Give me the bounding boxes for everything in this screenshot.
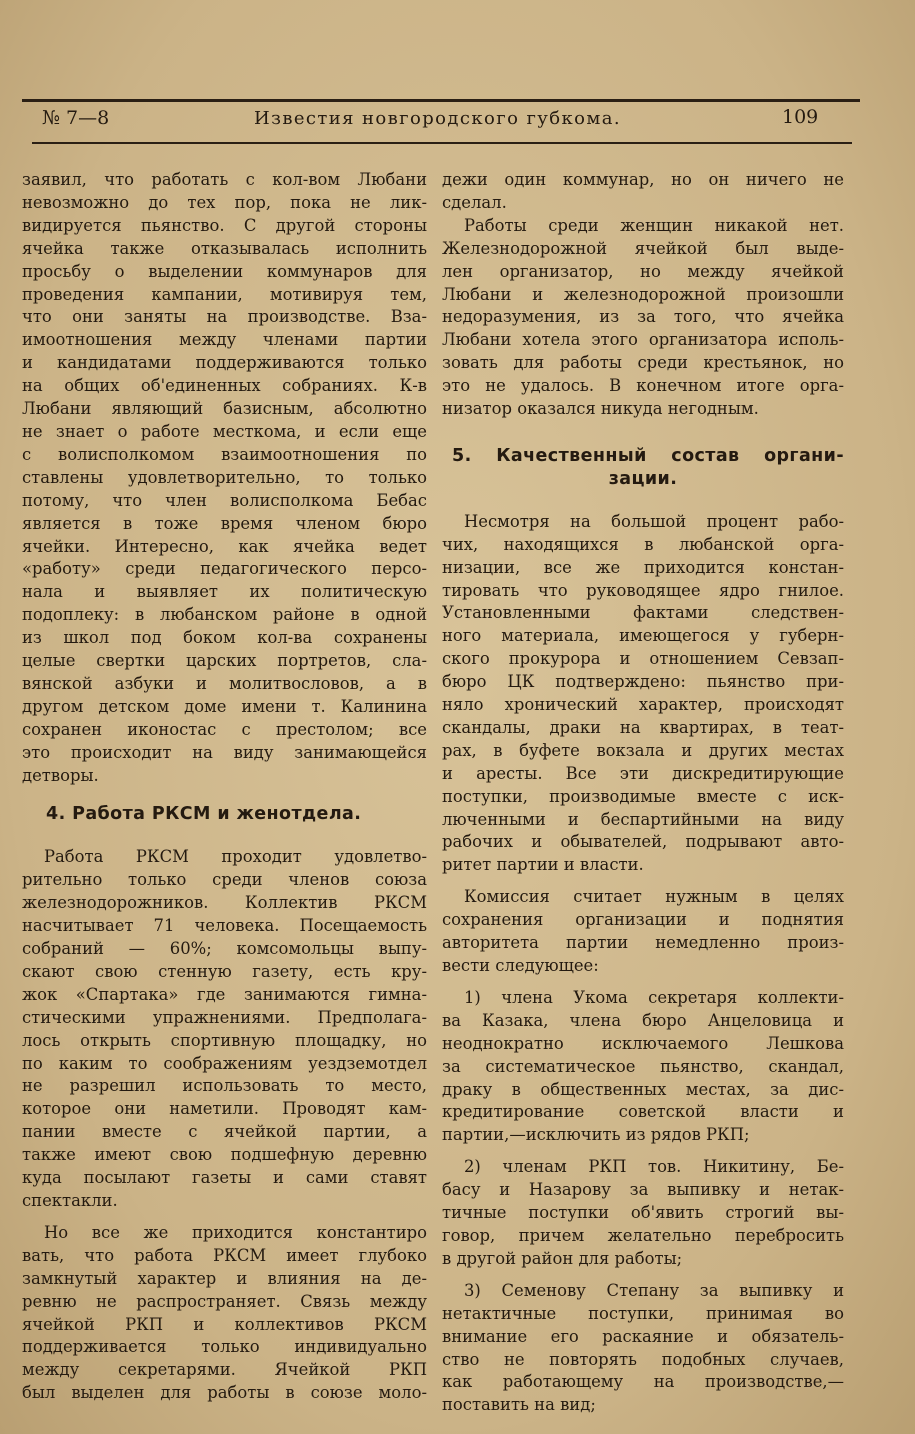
- text-line: ячейки. Интересно, как ячейка ведет: [22, 536, 427, 556]
- text-line: рах, в буфете вокзала и других местах: [442, 740, 844, 760]
- text-line: рабочих и обывателей, подрывают авто-: [442, 832, 844, 852]
- text-line: видируется пьянство. С другой стороны: [22, 215, 427, 235]
- text-line: вести следующее:: [442, 956, 599, 975]
- section-5-heading-line-2: зации.: [608, 468, 678, 489]
- text-line: рительно только среди членов союза: [22, 870, 427, 890]
- text-line: ячейкой РКП и коллективов РКСМ: [22, 1314, 427, 1334]
- text-line: не разрешил использовать то место,: [22, 1076, 427, 1096]
- text-line: неоднократно исключаемого Лешкова: [442, 1033, 844, 1053]
- text-line: имоотношения между членами партии: [22, 330, 427, 350]
- text-line: пании вместе с ячейкой партии, а: [22, 1122, 427, 1142]
- text-line: Установленными фактами следствен-: [442, 603, 844, 623]
- text-line: за систематическое пьянство, скандал,: [442, 1056, 844, 1076]
- text-line: и кандидатами поддерживаются только: [22, 353, 427, 373]
- text-line: Железнодорожной ячейкой был выде-: [442, 238, 844, 258]
- text-line: сделал.: [442, 192, 507, 212]
- text-line: железнодорожников. Коллектив РКСМ: [22, 893, 427, 913]
- text-line: лен организатор, но между ячейкой: [442, 261, 844, 281]
- section-4-heading: 4. Работа РКСМ и женотдела.: [46, 804, 362, 825]
- text-line: между секретарями. Ячейкой РКП: [22, 1360, 427, 1380]
- text-line: няло хронический характер, происходят: [442, 695, 844, 715]
- text-line: что они заняты на производстве. Вза-: [22, 307, 427, 327]
- text-line: детворы.: [22, 765, 99, 785]
- text-line: с волисполкомом взаимоотношения по: [22, 444, 427, 464]
- text-line: Любани хотела этого организатора исполь-: [442, 330, 844, 350]
- text-line: Работа РКСМ проходит удовлетво-: [44, 847, 427, 867]
- right-paragraph-1: [442, 169, 844, 215]
- text-line: целые свертки царских портретов, сла-: [22, 651, 427, 671]
- right-paragraph-4: [442, 886, 844, 978]
- text-line: авторитета партии немедленно произ-: [442, 933, 844, 953]
- text-line: «работу» среди педагогического персо-: [22, 559, 427, 579]
- text-line: лось открыть спортивную площадку, но: [22, 1030, 427, 1050]
- text-line: скают свою стенную газету, есть кру-: [22, 961, 427, 981]
- text-line: заявил, что работать с кол-вом Любани: [22, 170, 427, 189]
- right-column: [442, 169, 844, 1417]
- text-line: другом детском доме имени т. Калинина: [22, 696, 427, 716]
- text-line: вянской азбуки и молитвословов, а в: [22, 673, 427, 693]
- text-line: ство не повторять подобных случаев,: [442, 1349, 844, 1369]
- text-line: вать, что работа РКСМ имеет глубоко: [22, 1245, 427, 1265]
- text-line: сохранения организации и поднятия: [442, 910, 844, 930]
- header-bottom-rule: [32, 142, 852, 144]
- text-line: это происходит на виду занимающейся: [22, 742, 427, 762]
- page-number: 109: [782, 106, 819, 128]
- text-line: Комиссия считает нужным в целях: [464, 887, 844, 907]
- text-line: это не удалось. В конечном итоге орга-: [442, 376, 844, 396]
- text-line: недоразумения, из за того, что ячейка: [442, 307, 844, 327]
- text-line: говор, причем желательно перебросить: [442, 1225, 844, 1245]
- left-paragraph-1: [22, 169, 427, 787]
- text-line: дежи один коммунар, но он ничего не: [442, 170, 844, 189]
- text-line: 2) членам РКП тов. Никитину, Бе-: [464, 1157, 844, 1177]
- text-line: является в тоже время членом бюро: [22, 513, 427, 533]
- left-paragraph-2: [22, 846, 427, 1213]
- text-line: тировать что руководящее ядро гнилое.: [442, 580, 844, 600]
- text-line: нала и выявляет их политическую: [22, 582, 427, 602]
- journal-title: Известия новгородского губкома.: [254, 108, 622, 129]
- text-line: в другой район для работы;: [442, 1248, 683, 1268]
- text-line: также имеют свою подшефную деревню: [22, 1145, 427, 1165]
- text-line: поддерживается только индивидуально: [22, 1337, 427, 1357]
- text-line: низатор оказался никуда негодным.: [442, 399, 759, 419]
- text-line: скандалы, драки на квартирах, в теат-: [442, 717, 844, 737]
- text-line: как работающему на производстве,—: [442, 1372, 844, 1392]
- resolution-item-2: [442, 1156, 844, 1271]
- running-header: [22, 93, 860, 147]
- text-line: ного материала, имеющегося у губерн-: [442, 626, 844, 646]
- text-line: басу и Назарову за выпивку и нетак-: [442, 1180, 844, 1200]
- text-line: ревню не распространяет. Связь между: [22, 1291, 427, 1311]
- text-line: стическими упражнениями. Предполага-: [22, 1007, 427, 1027]
- text-line: 3) Семенову Степану за выпивку и: [464, 1280, 844, 1300]
- text-line: из школ под боком кол-ва сохранены: [22, 628, 427, 648]
- right-paragraph-2: [442, 215, 844, 421]
- text-line: ва Казака, члена бюро Анцеловица и: [442, 1010, 844, 1030]
- left-column: [22, 169, 427, 1405]
- text-line: спектакли.: [22, 1190, 118, 1210]
- text-line: кредитирование советской власти и: [442, 1102, 844, 1122]
- right-paragraph-3: [442, 511, 844, 878]
- text-line: Несмотря на большой процент рабо-: [464, 511, 844, 531]
- text-line: был выделен для работы в союзе моло-: [22, 1383, 427, 1403]
- section-5-heading-line-1: 5. Качественный состав органи-: [452, 445, 844, 466]
- text-line: не знает о работе месткома, и если еще: [22, 421, 427, 441]
- resolution-item-3: [442, 1280, 844, 1417]
- left-paragraph-3: [22, 1222, 427, 1405]
- text-line: просьбу о выделении коммунаров для: [22, 261, 427, 281]
- text-line: зовать для работы среди крестьянок, но: [442, 353, 844, 373]
- text-line: поступки, производимые вместе с иск-: [442, 786, 844, 806]
- text-line: внимание его раскаяние и обязатель-: [442, 1326, 844, 1346]
- text-line: сохранен иконостас с престолом; все: [22, 719, 427, 739]
- text-line: тичные поступки об'явить строгий вы-: [442, 1203, 844, 1223]
- resolution-item-1: [442, 987, 844, 1147]
- text-line: драку в общественных местах, за дис-: [442, 1079, 844, 1099]
- text-line: собраний — 60%; комсомольцы выпу-: [22, 939, 427, 958]
- text-line: и аресты. Все эти дискредитирующие: [442, 763, 844, 783]
- text-line: ячейка также отказывалась исполнить: [22, 238, 427, 258]
- text-line: Но все же приходится константиро: [44, 1222, 427, 1242]
- text-line: замкнутый характер и влияния на де-: [22, 1268, 427, 1288]
- text-line: ского прокурора и отношением Севзап-: [442, 649, 844, 669]
- text-line: Работы среди женщин никакой нет.: [464, 215, 844, 235]
- text-line: жок «Спартака» где занимаются гимна-: [22, 984, 427, 1004]
- text-line: Любани являющий базисным, абсолютно: [22, 399, 427, 419]
- text-line: проведения кампании, мотивируя тем,: [22, 284, 427, 304]
- text-line: которое они наметили. Проводят кам-: [22, 1099, 427, 1119]
- text-line: чих, находящихся в любанской орга-: [442, 534, 844, 554]
- text-line: на общих об'единенных собраниях. К-в: [22, 376, 427, 396]
- text-line: поставить на вид;: [442, 1395, 596, 1415]
- text-line: бюро ЦК подтверждено: пьянство при-: [442, 672, 844, 692]
- text-line: партии,—исключить из рядов РКП;: [442, 1125, 750, 1145]
- text-line: люченными и беспартийными на виду: [442, 809, 844, 829]
- text-line: насчитывает 71 человека. Посещаемость: [22, 916, 427, 936]
- text-line: ритет партии и власти.: [442, 855, 644, 875]
- text-line: невозможно до тех пор, пока не лик-: [22, 192, 427, 212]
- text-line: потому, что член волисполкома Бебас: [22, 490, 427, 510]
- issue-number: № 7—8: [42, 107, 110, 129]
- text-line: по каким то соображениям уездземотдел: [22, 1053, 427, 1073]
- text-line: ставлены удовлетворительно, то только: [22, 467, 427, 487]
- text-line: низации, все же приходится констан-: [442, 557, 844, 577]
- text-line: 1) члена Укома секретаря коллекти-: [464, 987, 844, 1007]
- text-line: Любани и железнодорожной произошли: [442, 284, 844, 304]
- header-top-rule: [22, 99, 860, 102]
- text-line: нетактичные поступки, принимая во: [442, 1303, 844, 1323]
- text-line: куда посылают газеты и сами ставят: [22, 1168, 427, 1188]
- text-line: подоплеку: в любанском районе в одной: [22, 605, 427, 625]
